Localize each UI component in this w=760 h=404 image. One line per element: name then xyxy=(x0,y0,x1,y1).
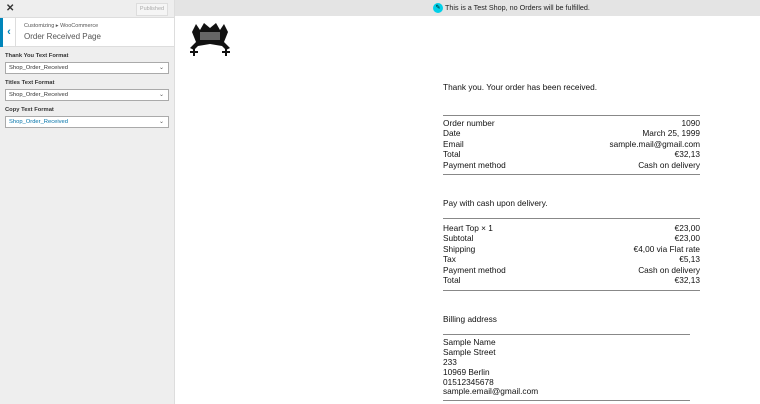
row-value: €23,00 xyxy=(674,223,700,233)
row-value: €5,13 xyxy=(679,254,700,265)
row-value: €32,13 xyxy=(674,274,700,285)
details-row xyxy=(443,275,700,285)
test-shop-banner xyxy=(175,0,760,16)
details-row xyxy=(443,244,700,254)
address-line: Sample Street xyxy=(443,346,496,357)
row-label: Tax xyxy=(443,254,456,265)
address-line: 10969 Berlin xyxy=(443,366,490,377)
billing-address-title: Billing address xyxy=(443,314,497,324)
overview-row xyxy=(443,139,700,149)
breadcrumb: Customizing ▸ WooCommerce xyxy=(24,23,99,29)
overview-row xyxy=(443,128,700,138)
divider xyxy=(443,218,700,219)
edit-pencil-icon[interactable]: ✎ xyxy=(433,3,443,13)
divider xyxy=(443,400,690,401)
row-label: Payment method xyxy=(443,159,506,170)
row-value: March 25, 1999 xyxy=(642,128,700,139)
details-row xyxy=(443,233,700,243)
thank-you-format-control xyxy=(5,53,169,74)
overview-row xyxy=(443,160,700,170)
row-label: Payment method xyxy=(443,264,506,275)
divider xyxy=(443,115,700,116)
titles-format-select[interactable] xyxy=(5,89,169,101)
row-label: Date xyxy=(443,128,461,139)
address-line: sample.email@gmail.com xyxy=(443,386,539,397)
select-value: Shop_Order_Received xyxy=(9,119,68,125)
address-line: Sample Name xyxy=(443,337,496,347)
row-value: Cash on delivery xyxy=(638,159,700,170)
control-label: Thank You Text Format xyxy=(5,53,69,59)
row-value: 1090 xyxy=(681,118,700,128)
overview-row xyxy=(443,149,700,159)
select-value: Shop_Order_Received xyxy=(9,65,68,71)
row-label: Order number xyxy=(443,118,495,128)
divider xyxy=(443,174,700,175)
customizer-topbar xyxy=(0,0,174,18)
section-title: Order Received Page xyxy=(24,32,101,41)
overview-row xyxy=(443,118,700,128)
row-label: Shipping xyxy=(443,243,476,254)
row-value: €23,00 xyxy=(674,233,700,244)
customizer-sidebar xyxy=(0,0,175,404)
thank-you-message: Thank you. Your order has been received. xyxy=(443,82,598,92)
publish-button[interactable]: Published xyxy=(136,3,168,16)
thank-you-format-select[interactable] xyxy=(5,62,169,74)
address-line: 01512345678 xyxy=(443,376,494,387)
row-label: Total xyxy=(443,274,461,285)
row-label: Heart Top × 1 xyxy=(443,223,493,233)
back-button[interactable]: ‹ xyxy=(0,18,16,47)
payment-note: Pay with cash upon delivery. xyxy=(443,198,548,208)
row-value: sample.mail@gmail.com xyxy=(609,138,700,149)
row-label: Subtotal xyxy=(443,233,474,244)
chevron-down-icon: ⌄ xyxy=(158,119,164,125)
details-row xyxy=(443,265,700,275)
chevron-down-icon: ⌄ xyxy=(158,65,164,71)
row-value: €32,13 xyxy=(674,149,700,160)
details-row xyxy=(443,223,700,233)
copy-format-control xyxy=(5,107,169,128)
preview-frame xyxy=(175,0,760,404)
address-line: 233 xyxy=(443,356,457,367)
section-header xyxy=(0,18,174,47)
order-overview xyxy=(443,118,700,170)
row-label: Email xyxy=(443,138,464,149)
banner-text: This is a Test Shop, no Orders will be fulfilled. xyxy=(445,3,590,12)
close-icon[interactable]: ✕ xyxy=(6,3,15,14)
row-value: €4,00 via Flat rate xyxy=(633,243,700,254)
control-label: Copy Text Format xyxy=(5,107,54,113)
copy-format-select[interactable] xyxy=(5,116,169,128)
divider xyxy=(443,290,700,291)
select-value: Shop_Order_Received xyxy=(9,92,68,98)
divider xyxy=(443,334,690,335)
chevron-down-icon: ⌄ xyxy=(158,92,164,98)
shop-logo[interactable] xyxy=(188,22,232,56)
billing-address xyxy=(443,338,700,397)
order-details xyxy=(443,223,700,285)
control-label: Titles Text Format xyxy=(5,80,55,86)
row-label: Total xyxy=(443,149,461,160)
details-row xyxy=(443,254,700,264)
row-value: Cash on delivery xyxy=(638,264,700,275)
titles-format-control xyxy=(5,80,169,101)
